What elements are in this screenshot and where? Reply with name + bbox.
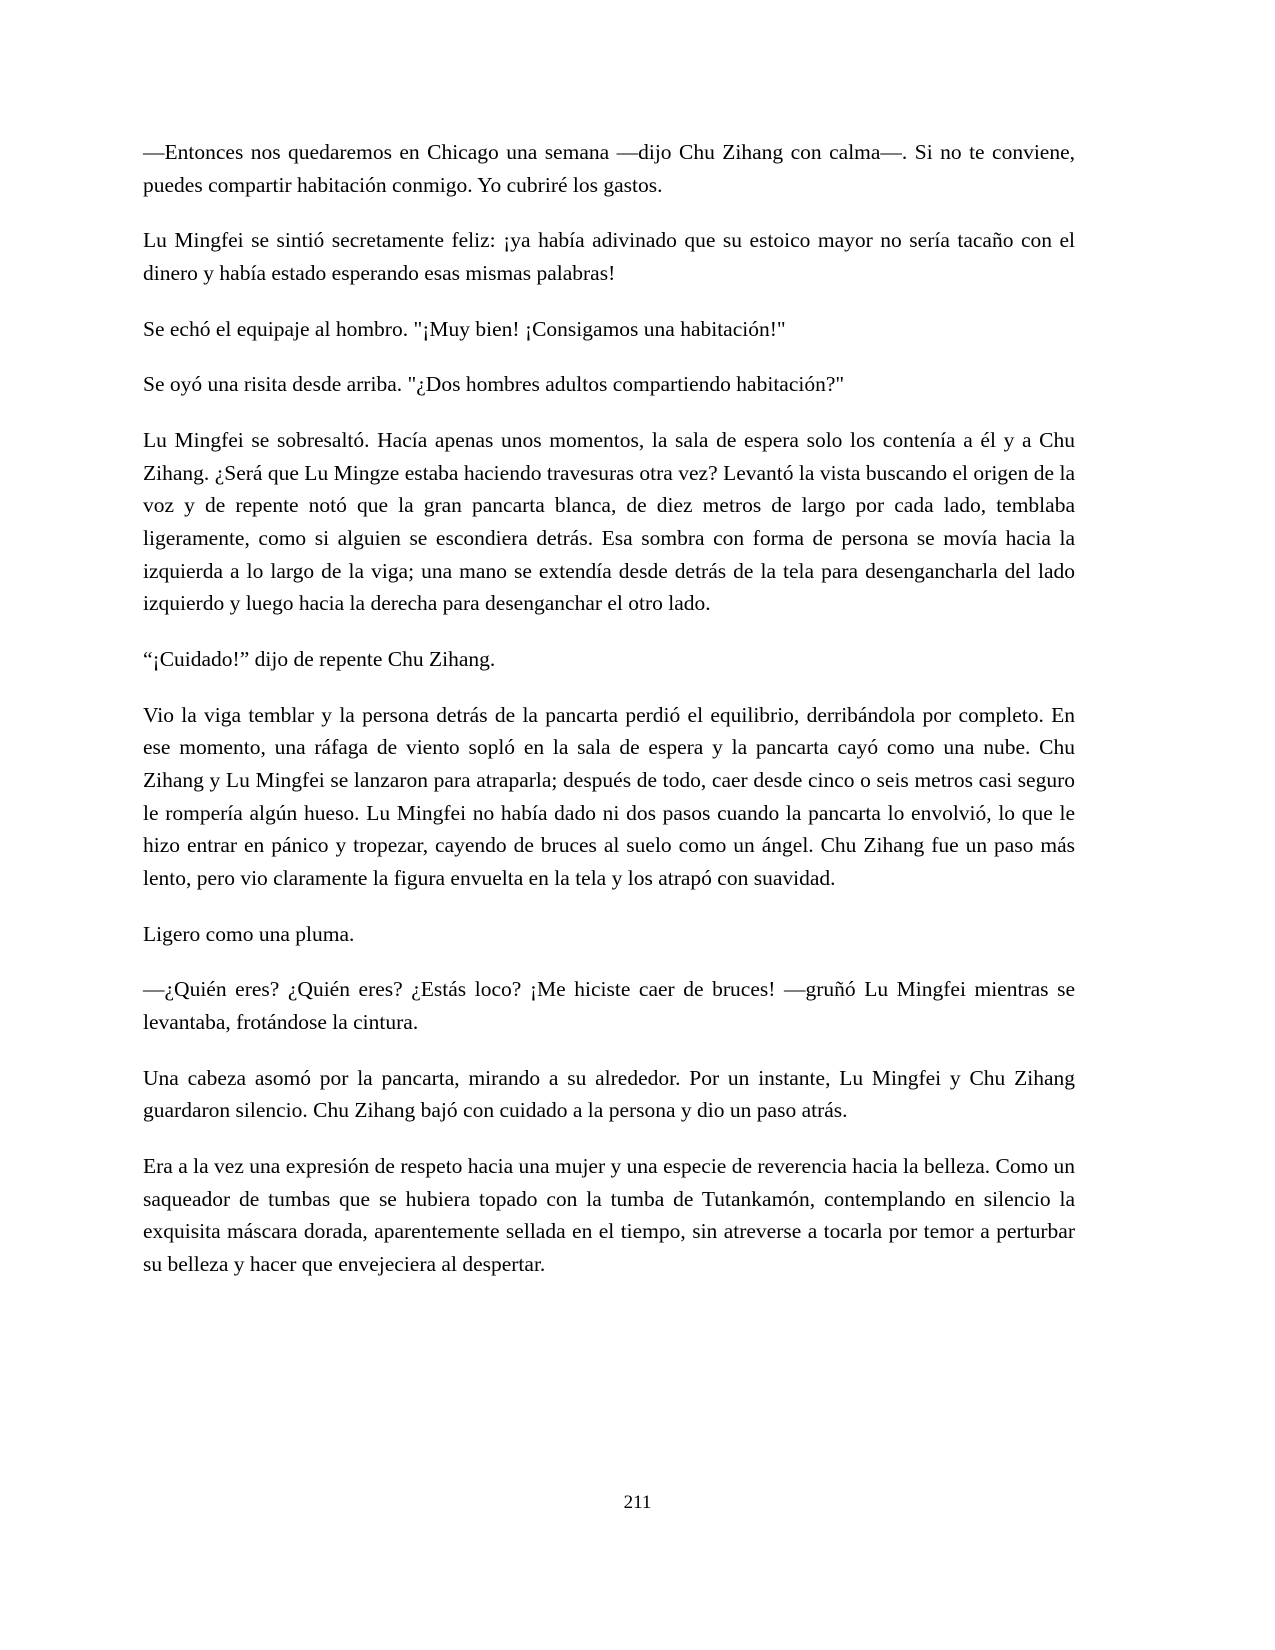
page-number: 211 [623,1492,652,1513]
paragraph: “¡Cuidado!” dijo de repente Chu Zihang. [143,647,496,672]
paragraph: —¿Quién eres? ¿Quién eres? ¿Estás loco? ¡Me hiciste caer de bruces! —gruñó Lu Mingfei mientras se levantaba, frotándose la cintura. [143,977,1075,1035]
paragraph: Se oyó una risita desde arriba. "¿Dos hombres adultos compartiendo habitación?" [143,372,845,397]
paragraph: Se echó el equipaje al hombro. "¡Muy bien! ¡Consigamos una habitación!" [143,316,786,341]
paragraph: —Entonces nos quedaremos en Chicago una semana —dijo Chu Zihang con calma—. Si no te conviene, puedes compartir habitación conmigo. Yo cubriré los gastos. [143,140,1075,197]
paragraph: Lu Mingfei se sintió secretamente feliz: ¡ya había adivinado que su estoico mayor no sería tacaño con el dinero y había estado esperando esas mismas palabras! [143,228,1075,286]
paragraph: Ligero como una pluma. [143,921,355,946]
paragraph: Era a la vez una expresión de respeto hacia una mujer y una especie de reverencia hacia la belleza. Como un saqueador de tumbas que se hubiera topado con la tumba de Tutankamón, contemplando en silencio la exquisita máscara dorada, aparentemente sellada en el tiempo, sin atreverse a tocarla por temor a perturbar su belleza y hacer que envejeciera al despertar. [143,1154,1075,1277]
paragraph: Una cabeza asomó por la pancarta, mirando a su alrededor. Por un instante, Lu Mingfei y Chu Zihang guardaron silencio. Chu Zihang bajó con cuidado a la persona y dio un paso atrás. [143,1065,1075,1123]
page-body-text [143,136,1075,1281]
paragraph: Vio la viga temblar y la persona detrás de la pancarta perdió el equilibrio, derribándola por completo. En ese momento, una ráfaga de viento sopló en la sala de espera y la pancarta cayó como una nube. Chu Zihang y Lu Mingfei se lanzaron para atraparla; después de todo, caer desde cinco o seis metros casi seguro le rompería algún hueso. Lu Mingfei no había dado ni dos pasos cuando la pancarta lo envolvió, lo que le hizo entrar en pánico y tropezar, cayendo de bruces al suelo como un ángel. Chu Zihang fue un paso más lento, pero vio claramente la figura envuelta en la tela y los atrapó con suavidad. [143,702,1075,891]
paragraph: Lu Mingfei se sobresaltó. Hacía apenas unos momentos, la sala de espera solo los contenía a él y a Chu Zihang. ¿Será que Lu Mingze estaba haciendo travesuras otra vez? Levantó la vista buscando el origen de la voz y de repente notó que la gran pancarta blanca, de diez metros de largo por cada lado, temblaba ligeramente, como si alguien se escondiera detrás. Esa sombra con forma de persona se movía hacia la izquierda a lo largo de la viga; una mano se extendía desde detrás de la tela para desengancharla del lado izquierdo y luego hacia la derecha para desenganchar el otro lado. [143,428,1075,616]
